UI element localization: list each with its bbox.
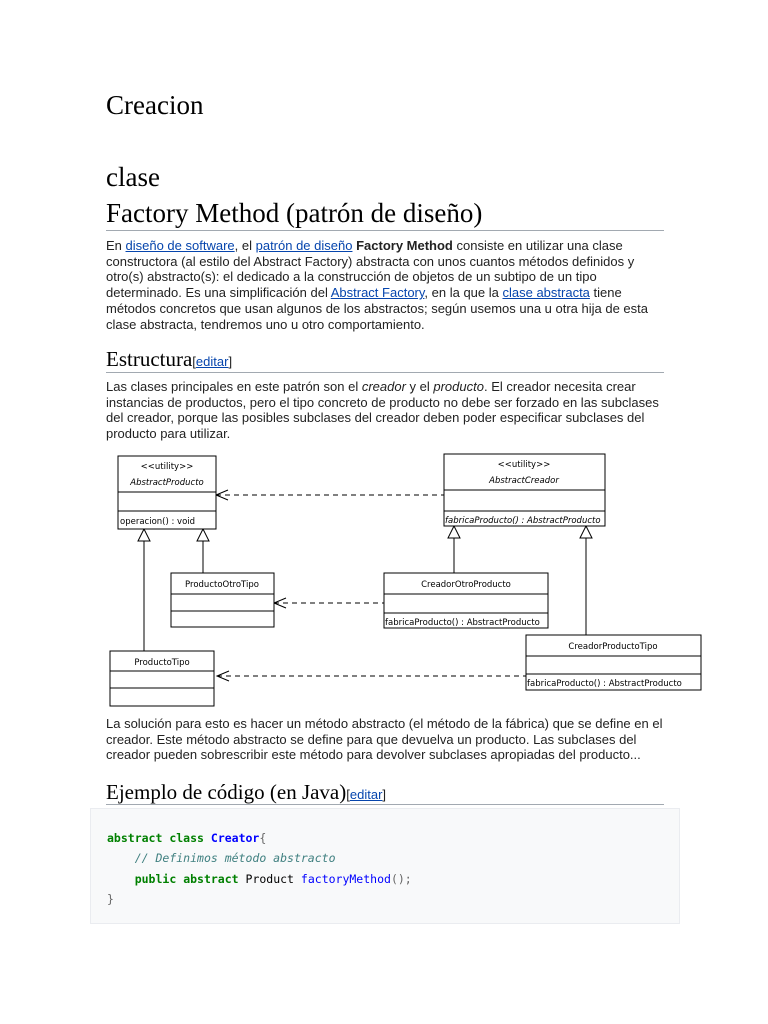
estructura-paragraph: [106, 379, 666, 442]
link-patron-de-diseno[interactable]: patrón de diseño: [255, 238, 353, 253]
code-block: [90, 808, 680, 924]
inheritance-arrowhead: [138, 529, 150, 541]
para-text: . El creador necesita crear instancias de productos, pero el tipo concreto de producto no debe ser forzado en las subclases del creador, porque las posibles subclases del creador deben poder especificar subclases del producto para utilizar.: [106, 379, 659, 442]
term-factory-method: Factory Method: [356, 238, 453, 253]
uml-class-diagram: [106, 450, 706, 710]
code-keyword: class: [169, 831, 204, 845]
class-producto-otro-tipo: [171, 573, 274, 627]
intro-text: tiene métodos concretos que usan algunos de los abstractos; según usemos una u otra hija de esta clase abstracta, tendremos uno u otro comportamiento.: [106, 285, 649, 332]
code-keyword: abstract: [183, 871, 239, 886]
edit-link-ejemplo[interactable]: editar: [349, 787, 383, 802]
class-creador-producto-tipo: [526, 635, 701, 690]
code-comment: // Definimos método abstracto: [134, 851, 336, 866]
edit-link-estructura[interactable]: editar: [195, 354, 229, 369]
edit-section: [346, 787, 386, 802]
link-diseno-de-software[interactable]: diseño de software: [125, 238, 235, 253]
inheritance-arrowhead: [580, 526, 592, 538]
solucion-paragraph: La solución para esto es hacer un método abstracto (el método de la fábrica) que se define en el creador. Este método abstracto se define para que devuelva un producto. Las subclases del creador pueden sobrescribir este método para devolver subclases apropiadas del producto...: [106, 716, 663, 763]
method-label: operacion() : void: [120, 517, 196, 527]
code-keyword: public: [134, 871, 177, 886]
title-divider: [106, 230, 664, 231]
intro-text: En: [106, 238, 126, 253]
term-producto: producto: [433, 379, 484, 394]
class-name: CreadorOtroProducto: [421, 580, 511, 590]
code-type: Product: [245, 871, 294, 886]
class-producto-tipo: [110, 651, 214, 706]
edit-bracket: [: [192, 354, 196, 369]
edit-bracket: ]: [382, 787, 387, 802]
term-creador: creador: [361, 379, 406, 394]
section-heading-estructura: [106, 347, 232, 372]
section-title: Ejemplo de código (en Java): [106, 780, 347, 804]
code-class-name: Creator: [210, 831, 260, 845]
class-abstract-creador: [444, 454, 605, 526]
class-creador-otro-producto: [384, 573, 548, 628]
stereotype-label: <<utility>>: [497, 460, 551, 470]
intro-text: , el: [234, 238, 256, 253]
inheritance-arrowhead: [197, 529, 209, 541]
edit-section: [192, 354, 232, 369]
inheritance-arrowhead: [448, 526, 460, 538]
edit-bracket: ]: [228, 354, 233, 369]
section-title: Estructura: [106, 347, 193, 371]
page-title: Factory Method (patrón de diseño): [106, 198, 483, 228]
para-text: Las clases principales en este patrón son el: [106, 379, 362, 394]
method-label: fabricaProducto() : AbstractProducto: [445, 516, 601, 526]
para-text: y el: [405, 379, 434, 394]
section-divider: [106, 372, 664, 373]
class-name: CreadorProductoTipo: [568, 642, 658, 652]
code-punct: ();: [390, 871, 412, 886]
java-code: [91, 809, 679, 909]
method-label: fabricaProducto() : AbstractProducto: [385, 618, 540, 628]
code-keyword: abstract: [107, 831, 163, 845]
class-name: AbstractCreador: [489, 476, 559, 486]
class-name: ProductoOtroTipo: [185, 580, 259, 590]
intro-text: , en la que la: [424, 285, 503, 301]
class-abstract-producto: [118, 456, 216, 529]
link-clase-abstracta[interactable]: clase abstracta: [502, 285, 590, 301]
class-name: AbstractProducto: [130, 478, 204, 488]
intro-paragraph: [106, 238, 666, 332]
heading-creacion: Creacion: [106, 90, 204, 120]
heading-clase: clase: [106, 162, 160, 192]
section-divider: [106, 804, 664, 805]
code-method-name: factoryMethod: [300, 871, 391, 886]
code-punct: {: [259, 831, 267, 845]
stereotype-label: <<utility>>: [140, 462, 194, 472]
intro-text: consiste en utilizar una clase constructora (al estilo del Abstract Factory) abstracta con unos cuantos métodos definidos y otro(s) abstracto(s): el dedicado a la construcción de objetos de un subtipo de un tipo determinado. Es una simplificación del: [106, 238, 635, 301]
section-heading-ejemplo: [106, 780, 386, 805]
code-punct: }: [107, 891, 114, 906]
link-abstract-factory[interactable]: Abstract Factory: [330, 285, 425, 301]
method-label: fabricaProducto() : AbstractProducto: [527, 679, 682, 689]
class-name: ProductoTipo: [134, 658, 190, 668]
edit-bracket: [: [346, 787, 350, 802]
